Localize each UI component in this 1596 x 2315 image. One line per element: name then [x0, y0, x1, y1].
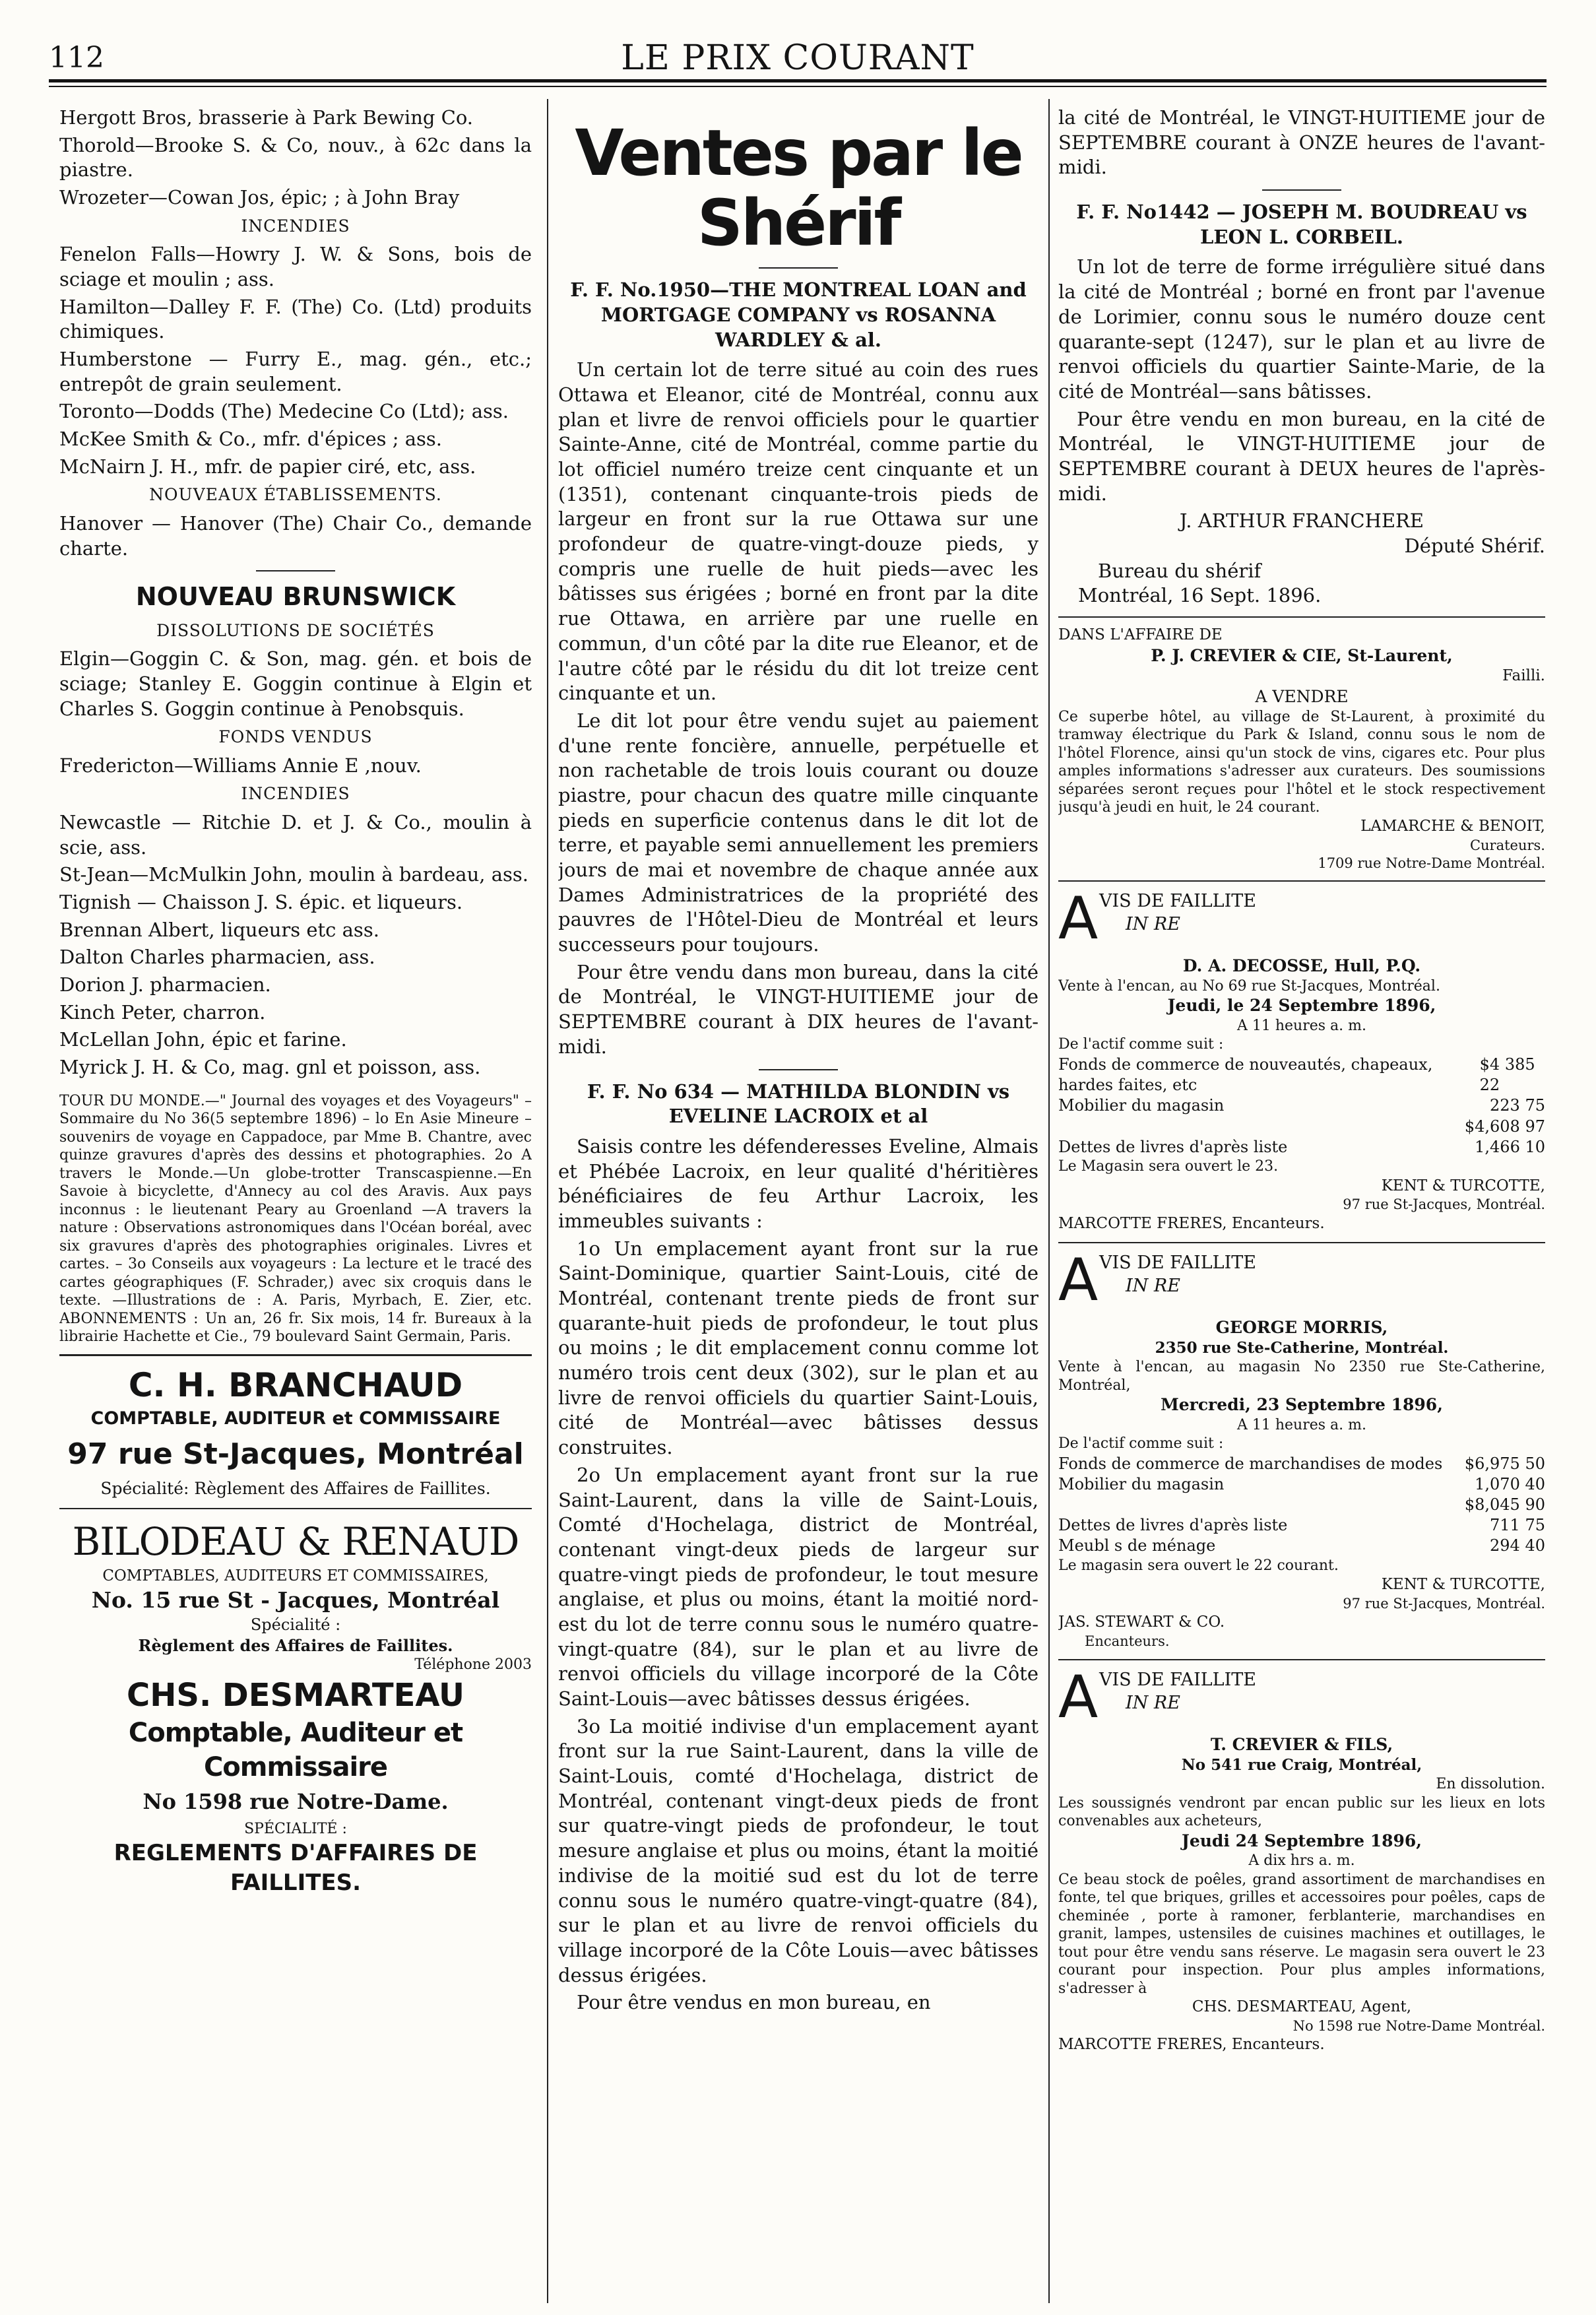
avis-assignee: KENT & TURCOTTE, — [1381, 1177, 1545, 1194]
avis-in-re: IN RE — [1126, 914, 1180, 935]
divider — [759, 267, 838, 269]
desmarteau-address: No 1598 rue Notre-Dame. — [143, 1789, 449, 1815]
avis-auctioneer-role: Encanteurs. — [1085, 1633, 1170, 1650]
column-rule-1 — [547, 99, 548, 2303]
bilodeau-address: No. 15 rue St - Jacques, Montréal — [91, 1586, 500, 1613]
asset-amount: 1,070 40 — [1475, 1474, 1545, 1493]
case-paragraph: Pour être vendus en mon bureau, en — [577, 1991, 931, 2014]
desmarteau-name: CHS. DESMARTEAU — [126, 1676, 464, 1714]
fire-entry: Fenelon Falls—Howry J. W. & Sons, bois de sciage et moulin ; ass. — [59, 243, 532, 290]
avis-open: Le magasin sera ouvert le 22 courant. — [1058, 1557, 1339, 1574]
avis-in-re: IN RE — [1126, 1275, 1180, 1296]
avis-time: A 11 heures a. m. — [1236, 1416, 1366, 1433]
section-heading-incendies: INCENDIES — [241, 784, 350, 804]
continued-paragraph: la cité de Montréal, le VINGT-HUITIEME jour de SEPTEMBRE courant à ONZE heures de l'avant-midi. — [1058, 106, 1545, 179]
avis-agent-address: No 1598 rue Notre-Dame Montréal. — [1293, 2018, 1545, 2035]
avis-auctioneer: JAS. STEWART & CO. — [1058, 1614, 1225, 1631]
drop-cap: A — [1058, 1662, 1099, 1731]
asset-label: Dettes de livres d'après liste — [1058, 1137, 1288, 1156]
case-title: F. F. No 634 — MATHILDA BLONDIN vs EVELINE LACROIX et al — [587, 1080, 1010, 1128]
fire-entry: McNairn J. H., mfr. de papier ciré, etc, ass. — [59, 455, 476, 478]
avis-de-faillite — [1058, 884, 1545, 956]
divider — [1262, 189, 1341, 191]
avis-agent: CHS. DESMARTEAU, Agent, — [1192, 1998, 1412, 2016]
avis-assignee: KENT & TURCOTTE, — [1381, 1576, 1545, 1594]
case-paragraph: Saisis contre les défenderesses Eveline, Almais et Phébée Lacroix, en leur qualité d'héritières bénéficiaires de feu Arthur Lacroix, les immeubles suivants : — [558, 1134, 1038, 1232]
crevier-address: 1709 rue Notre-Dame Montréal. — [1318, 855, 1545, 872]
avis-debtor: D. A. DECOSSE, Hull, P.Q. — [1182, 956, 1421, 976]
desmarteau-role: Comptable, Auditeur et Commissaire — [128, 1718, 463, 1783]
avis-debtor: T. CREVIER & FILS, — [1210, 1734, 1393, 1754]
avis-de-faillite — [1058, 1245, 1545, 1317]
section-heading-nouveaux: NOUVEAUX ÉTABLISSEMENTS. — [149, 485, 442, 505]
drop-cap: A — [1058, 1245, 1099, 1314]
asset-amount: $8,045 90 — [1464, 1495, 1545, 1515]
asset-row — [1058, 1536, 1545, 1556]
fonds-entry: Fredericton—Williams Annie E ,nouv. — [59, 754, 422, 777]
fire-entry: Tignish — Chaisson J. S. épic. et liqueurs. — [59, 891, 463, 914]
branchaud-specialty: Spécialité: Règlement des Affaires de Faillites. — [100, 1479, 491, 1499]
divider — [1058, 880, 1545, 882]
avis-sale: Les soussignés vendront par encan public sur les lieux en lots convenables aux acheteurs, — [1058, 1794, 1545, 1830]
crevier-failli: Failli. — [1502, 667, 1545, 685]
sheriff-name: J. ARTHUR FRANCHERE — [1179, 509, 1424, 533]
bureau-line: Bureau du shérif — [1098, 559, 1261, 582]
branchaud-address: 97 rue St-Jacques, Montréal — [67, 1437, 524, 1471]
asset-label: Fonds de commerce de marchandises de modes — [1058, 1454, 1443, 1473]
page-number: 112 — [49, 41, 104, 75]
divider — [59, 1508, 532, 1509]
avis-in-re: IN RE — [1126, 1692, 1180, 1713]
crevier-heading: DANS L'AFFAIRE DE — [1058, 626, 1223, 644]
fire-entry: Kinch Peter, charron. — [59, 1000, 266, 1024]
avis-debtor-address: 2350 rue Ste-Catherine, Montréal. — [1155, 1339, 1449, 1357]
branchaud-role: COMPTABLE, AUDITEUR et COMMISSAIRE — [90, 1408, 501, 1429]
divider — [1058, 1659, 1545, 1660]
case-paragraph: 2o Un emplacement ayant front sur la rue Saint-Laurent, dans la ville de Saint-Louis, Comté d'Hochelaga, district de Montréal, contenant vingt-deux pieds de largeur sur quatre-vingt pieds de profondeur, le tout mesure anglaise, et plus ou moins, étant la moitié nord-est du lot de terre connu sous le numéro quatre-vingt-quatre (84), sur le plan et au livre de renvoi officiels du village incorporé de la Côte Saint-Louis—avec bâtisses dessus érigées. — [558, 1463, 1038, 1710]
asset-label: Mobilier du magasin — [1058, 1474, 1225, 1493]
asset-label: Fonds de commerce de nouveautés, chapeaux, hardes faites, etc — [1058, 1055, 1433, 1095]
desmarteau-specialty: REGLEMENTS D'AFFAIRES DE FAILLITES. — [113, 1840, 478, 1896]
asset-amount: $4,608 97 — [1464, 1117, 1545, 1136]
section-heading-incendies: INCENDIES — [241, 216, 350, 236]
header-rule-thin — [49, 86, 1547, 87]
sheriff-role: Député Shérif. — [1404, 535, 1545, 557]
avis-time: A dix hrs a. m. — [1248, 1852, 1355, 1870]
case-paragraph: 1o Un emplacement ayant front sur la rue Saint-Dominique, quartier Saint-Louis, cité de Montréal, contenant trente pieds de front sur quarante-huit pieds de profondeur, le tout plus ou moins ; le dit emplacement connu comme lot numéro trois cent deux (302), sur le plan et au livre de renvoi officiels du quartier Saint-Louis, cité de Montréal—avec bâtisses dessus construites. — [558, 1237, 1038, 1459]
case-title: F. F. No.1950—THE MONTREAL LOAN and MORTGAGE COMPANY vs ROSANNA WARDLEY & al. — [570, 278, 1027, 351]
avis-debtor: GEORGE MORRIS, — [1215, 1317, 1388, 1337]
drop-cap: A — [1058, 884, 1099, 953]
avis-time: A 11 heures a. m. — [1236, 1017, 1366, 1034]
crevier-curators-role: Curateurs. — [1469, 837, 1545, 853]
asset-row — [1058, 1495, 1545, 1515]
asset-amount: 223 75 — [1490, 1096, 1545, 1115]
failure-entry: Thorold—Brooke S. & Co, nouv., à 62c dans la piastre. — [59, 133, 532, 181]
avis-de-faillite — [1058, 1662, 1545, 1734]
avis-actif: De l'actif comme suit : — [1058, 1036, 1224, 1053]
fire-entry: Toronto—Dodds (The) Medecine Co (Ltd); ass. — [59, 400, 509, 423]
avis-title: VIS DE FAILLITE — [1099, 1252, 1256, 1273]
crevier-for-sale: A VENDRE — [1255, 687, 1349, 707]
asset-amount: 711 75 — [1490, 1516, 1545, 1535]
asset-label: Meubl s de ménage — [1058, 1536, 1216, 1555]
failure-entry: Hergott Bros, brasserie à Park Bewing Co. — [59, 106, 474, 129]
section-heading-fonds: FONDS VENDUS — [218, 727, 373, 747]
avis-date: Jeudi, le 24 Septembre 1896, — [1167, 996, 1436, 1016]
crevier-text: Ce superbe hôtel, au village de St-Laurent, à proximité du tramway électrique du Park & Island, connu sous le nom de l'hôtel Florence, ainsi qu'un stock de vins, cigares etc. Pour plus amples informations s'adresser aux curateurs. Des soumissions séparées seront reçues pour l'hôtel et le stock respectivement jusqu'à jeudi en huit, le 24 courant. — [1058, 708, 1545, 816]
divider — [1058, 616, 1545, 618]
avis-body: Ce beau stock de poêles, grand assortiment de marchandises en fonte, tel que briques, grilles et accessoires pour poêles, caps de cheminée , porte à ramoner, ferblanterie, marchandises en granit, lampes, ustensiles de cuisines machines et outillages, le tout pour être vendu sans réserve. Le magasin sera ouvert le 23 courant pour inspection. Pour plus amples informations, s'adresser à — [1058, 1871, 1545, 1997]
case-paragraph: Pour être vendu en mon bureau, en la cité de Montréal, le VINGT-HUITIEME jour de SEPTEMBRE courant à DEUX heures de l'après-midi. — [1058, 407, 1545, 505]
province-heading: NOUVEAU BRUNSWICK — [135, 582, 456, 612]
section-title: Ventes par le Shérif — [575, 116, 1022, 260]
avis-auctioneer: MARCOTTE FRERES, Encanteurs. — [1058, 1214, 1325, 1232]
fire-entry: Dalton Charles pharmacien, ass. — [59, 946, 375, 969]
bilodeau-phone: Téléphone 2003 — [414, 1656, 532, 1674]
failure-entry: Wrozeter—Cowan Jos, épic; ; à John Bray — [59, 186, 460, 209]
avis-sale: Vente à l'encan, au No 69 rue St-Jacques, Montréal. — [1058, 977, 1440, 994]
divider — [59, 1354, 532, 1356]
column-2 — [558, 106, 1038, 2303]
header-rule — [49, 79, 1547, 82]
asset-row — [1058, 1055, 1545, 1095]
avis-assignee-address: 97 rue St-Jacques, Montréal. — [1343, 1596, 1545, 1612]
fire-entry: Hamilton—Dalley F. F. (The) Co. (Ltd) produits chimiques. — [59, 295, 532, 343]
column-1 — [59, 106, 532, 2303]
journal-title: LE PRIX COURANT — [621, 38, 974, 78]
fire-entry: McKee Smith & Co., mfr. d'épices ; ass. — [59, 428, 443, 451]
avis-date: Mercredi, 23 Septembre 1896, — [1161, 1395, 1443, 1415]
case-paragraph: Pour être vendu dans mon bureau, dans la cité de Montréal, le VINGT-HUITIEME jour de SEPTEMBRE courant à DIX heures de l'avant-midi. — [558, 960, 1038, 1058]
asset-row — [1058, 1474, 1545, 1495]
dissolution-entry: Elgin—Goggin C. & Son, mag. gén. et bois de sciage; Stanley E. Goggin continue à Elgin et Charles S. Goggin continue à Penobsquis. — [59, 647, 532, 720]
case-paragraph: 3o La moitié indivise d'un emplacement ayant front sur la rue Saint-Laurent, dans la ville de Saint-Louis, comté d'Hochelaga, district de Montréal, contenant vingt-deux pieds de front sur quatre-vingt pieds de profondeur, le tout mesure anglaise et plus ou moins, étant la moitié indivise de la moitié sud est du lot de terre connu sous le numéro quatre-vingt-quatre (84), sur le plan et au livre de renvoi officiels du village incorporé de la Côte Louis—avec bâtisses dessus érigées. — [558, 1714, 1038, 1986]
asset-row — [1058, 1137, 1545, 1158]
case-title: F. F. No1442 — JOSEPH M. BOUDREAU vs LEON L. CORBEIL. — [1076, 201, 1527, 248]
avis-actif: De l'actif comme suit : — [1058, 1435, 1224, 1452]
bilodeau-specialty: Règlement des Affaires de Faillites. — [138, 1635, 453, 1655]
asset-amount: $6,975 50 — [1464, 1454, 1545, 1473]
asset-label: Dettes de livres d'après liste — [1058, 1516, 1288, 1535]
divider — [1058, 1242, 1545, 1243]
avis-title: VIS DE FAILLITE — [1099, 891, 1256, 912]
tour-du-monde-notice: TOUR DU MONDE.—" Journal des voyages et des Voyageurs" – Sommaire du No 36(5 septembre 1896) – lo En Asie Mineure – souvenirs de voyage en Cappadoce, par Mme B. Chantre, avec quinze gravures d'après des dessins et photographies. 2o A travers le Monde.—Un globe-trotter Transcaspienne.—En Savoie à bicyclette, d'Annecy au col des Aravis. Aux pays inconnus : le lieutenant Peary au Groenland —A travers la nature : Observations astronomiques dans l'Océan boréal, avec six gravures d'après des photographies originales. Livres et cartes. – 3o Conseils aux voyageurs : La lecture et le tracé des cartes géographiques (F. Schrader,) avec six croquis dans le texte. —Illustrations de : A. Paris, Myrbach, E. Zier, etc. ABONNEMENTS : Un an, 26 fr. Six mois, 14 fr. Bureaux à la librairie Hachette et Cie., 79 boulevard Saint Germain, Paris. — [59, 1092, 532, 1346]
fire-entry: Brennan Albert, liqueurs etc ass. — [59, 918, 379, 941]
asset-amount: $4 385 22 — [1479, 1055, 1535, 1095]
avis-date: Jeudi 24 Septembre 1896, — [1182, 1831, 1422, 1850]
asset-label: Mobilier du magasin — [1058, 1096, 1225, 1115]
fire-entry: Myrick J. H. & Co, mag. gnl et poisson, ass. — [59, 1056, 481, 1079]
crevier-name: P. J. CREVIER & CIE, St-Laurent, — [1151, 645, 1453, 665]
avis-debtor-address: No 541 rue Craig, Montréal, — [1181, 1756, 1422, 1775]
bilodeau-role: COMPTABLES, AUDITEURS ET COMMISSAIRES, — [102, 1567, 489, 1584]
avis-sale: Vente à l'encan, au magasin No 2350 rue Ste-Catherine, Montréal, — [1058, 1359, 1545, 1394]
fire-entry: St-Jean—McMulkin John, moulin à bardeau, ass. — [59, 863, 528, 886]
column-rule-2 — [1048, 99, 1050, 2303]
divider — [759, 1069, 838, 1070]
avis-title: VIS DE FAILLITE — [1099, 1669, 1256, 1690]
asset-amount: 294 40 — [1490, 1536, 1545, 1555]
branchaud-name: C. H. BRANCHAUD — [128, 1365, 463, 1404]
bilodeau-specialty-label: Spécialité : — [250, 1615, 341, 1634]
fire-entry: Dorion J. pharmacien. — [59, 973, 271, 996]
section-heading-dissolutions: DISSOLUTIONS DE SOCIÉTÉS — [156, 620, 435, 640]
case-paragraph: Un certain lot de terre situé au coin des rues Ottawa et Eleanor, cité de Montréal, connu aux plan et livre de renvoi officiels pour le quartier Sainte-Anne, cité de Montréal, comme partie du lot officiel numéro treize cent cinquante et un (1351), contenant cinquante-trois pieds de largeur en front sur la rue Ottawa sur une profondeur de quatre-vingt-douze pieds, y compris une ruelle de huit pieds—avec les bâtisses sus érigées ; borné en front par la dite rue Ottawa, en arrière par une ruelle en commun, d'un côté par la dite rue Eleanor, et de l'autre côté par le résidu du dit lot treize cent cinquante et un. — [558, 358, 1038, 705]
avis-auctioneer: MARCOTTE FRERES, Encanteurs. — [1058, 2036, 1325, 2054]
case-paragraph: Un lot de terre de forme irrégulière situé dans la cité de Montréal ; borné en front par l'avenue de Lorimier, connu sous le numéro douze cent quarante-sept (1247), sur le plan et au livre de renvoi officiels du quartier Sainte-Marie, de la cité de Montréal—sans bâtisses. — [1058, 255, 1545, 403]
fire-entry: Newcastle — Ritchie D. et J. & Co., moulin à scie, ass. — [59, 810, 532, 859]
divider — [256, 570, 335, 571]
fire-entry: Humberstone — Furry E., mag. gén., etc.; entrepôt de grain seulement. — [59, 348, 532, 395]
avis-dissolution: En dissolution. — [1436, 1776, 1545, 1792]
avis-open: Le Magasin sera ouvert le 23. — [1058, 1158, 1279, 1175]
column-3 — [1058, 106, 1545, 2303]
bureau-date: Montréal, 16 Sept. 1896. — [1078, 584, 1322, 607]
desmarteau-specialty-label: SPÉCIALITÉ : — [244, 1820, 347, 1837]
asset-row — [1058, 1117, 1545, 1137]
avis-assignee-address: 97 rue St-Jacques, Montréal. — [1343, 1196, 1545, 1213]
bilodeau-name: BILODEAU & RENAUD — [72, 1518, 519, 1564]
asset-row — [1058, 1515, 1545, 1536]
crevier-curators: LAMARCHE & BENOIT, — [1360, 817, 1545, 835]
asset-row — [1058, 1095, 1545, 1116]
new-business-entry: Hanover — Hanover (The) Chair Co., demande charte. — [59, 511, 532, 560]
asset-row — [1058, 1454, 1545, 1474]
case-paragraph: Le dit lot pour être vendu sujet au paiement d'une rente foncière, annuelle, perpétuelle et non rachetable de trois louis courant ou douze piastre, pour chacun des quatre mille cinquante pieds en superficie contenus dans le dit lot de terre, et payable semi annuellement les premiers jours de mai et novembre de chaque année aux Dames Administratrices de la propriété des pauvres de l'Hôtel-Dieu de Montréal et leurs successeurs pour toujours. — [558, 709, 1038, 956]
fire-entry: McLellan John, épic et farine. — [59, 1028, 347, 1051]
asset-amount: 1,466 10 — [1475, 1137, 1545, 1156]
